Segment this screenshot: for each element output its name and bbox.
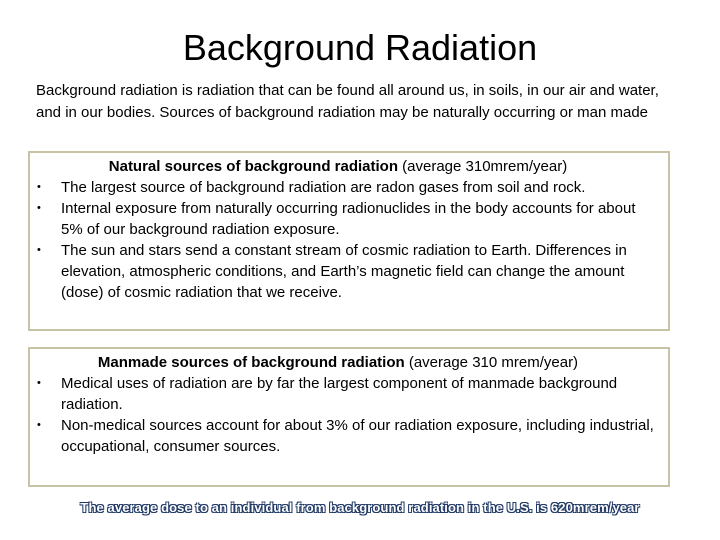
list-item-text: Internal exposure from naturally occurring radionuclides in the body accounts for about 5% of our background radiation exposure. [61, 200, 636, 238]
average-dose-footer: The average dose to an individual from background radiation in the U.S. is 620mrem/year [80, 500, 640, 515]
slide-title: Background Radiation [182, 27, 538, 68]
list-item-text: Medical uses of radiation are by far the largest component of manmade background radiation. [61, 375, 618, 413]
bullet-icon: • [37, 244, 41, 256]
list-item-text: The largest source of background radiation are radon gases from soil and rock. [61, 179, 586, 196]
list-item-text: The sun and stars send a constant stream of cosmic radiation to Earth. Differences in elevation, atmospheric conditions, and Earth’s magnetic field can change the amount (dose) of cosmic radiation that we receive. [61, 242, 627, 301]
intro-paragraph: Background radiation is radiation that can be found all around us, in soils, in our air and water, and in our bodies. Sources of background radiation may be naturally occurring or man made [36, 82, 659, 121]
list-item [30, 177, 668, 198]
bullet-icon: • [37, 419, 41, 431]
list-item-text: Non-medical sources account for about 3% of our radiation exposure, including industrial, occupational, consumer sources. [61, 417, 654, 455]
natural-sources-box [28, 151, 670, 331]
bullet-icon: • [37, 202, 41, 214]
natural-sources-list [30, 177, 668, 303]
manmade-sources-heading [30, 352, 668, 373]
bullet-icon: • [37, 181, 41, 193]
natural-heading-average: (average 310mrem/year) [397, 158, 568, 175]
manmade-sources-box [28, 347, 670, 487]
natural-heading-bold: Natural sources of background radiation [108, 158, 398, 175]
manmade-heading-bold: Manmade sources of background radiation [97, 354, 405, 371]
list-item [30, 240, 668, 303]
list-item [30, 415, 668, 457]
bullet-icon: • [37, 377, 41, 389]
manmade-sources-list [30, 373, 668, 457]
list-item [30, 373, 668, 415]
manmade-heading-average: (average 310 mrem/year) [404, 354, 579, 371]
list-item [30, 198, 668, 240]
natural-sources-heading [30, 156, 668, 177]
